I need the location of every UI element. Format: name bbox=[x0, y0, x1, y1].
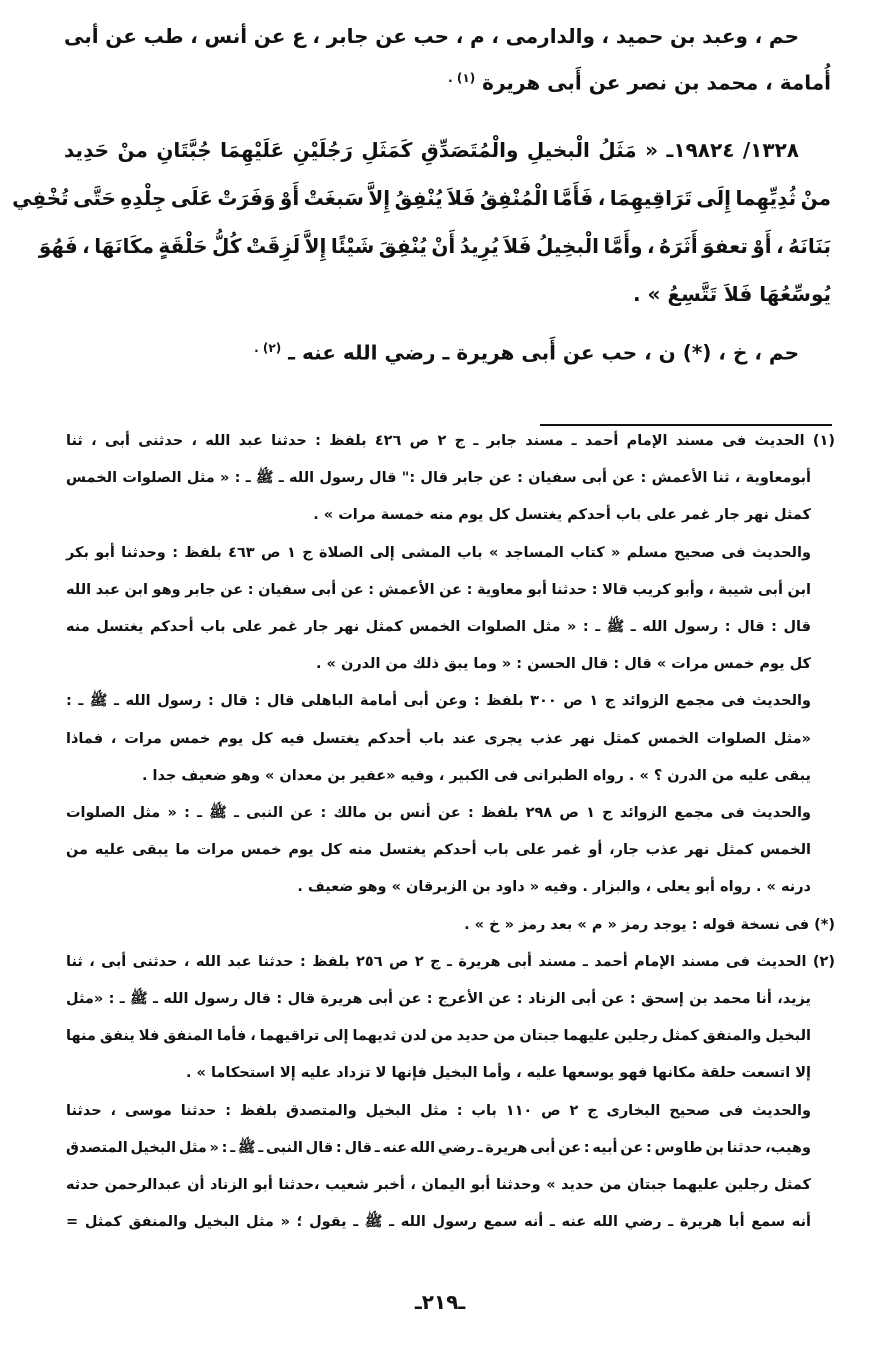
line-text: ١٣٢٨/ ١٩٨٢٤ـ « مَثَلُ الْبخيلِ والْمُتَصَدِّقِ كَمَثَلِ رَجُلَيْنِ عَلَيْهِمَا جُبَّتَانِ منْ حَدِيد bbox=[64, 138, 799, 162]
footnote-line: (*) فى نسخة قوله : يوجد رمز « م » بعد رمز « خ » . bbox=[464, 916, 835, 933]
line-text: يُوسِّعُهَا فَلاَ تَتَّسِعُ » . bbox=[633, 282, 831, 306]
main-text-line bbox=[12, 176, 831, 220]
line-text: بَنَانَهُ ، أَوْ تعفوَ أَثَرَهُ ، وأَمَّا الْبخِيلُ فَلاَ يُرِيدُ أَنْ يُنْفِقَ شَيْئًا إِلاَّ لَزِقَتْ كُلُّ حَلْقَةٍ مكَانَهَا ، فَهُوَ bbox=[38, 234, 831, 258]
footnote-line: وهيب، حدثنا بن طاوس : عن أبيه : عن أبى هريرة ـ رضي الله عنه ـ قال : قال النبى ـ ﷺ ـ : « مثل البخيل المتصدق bbox=[66, 1139, 811, 1156]
footnote-line: كمثل رجلين عليهما جبتان من حديد » وحدثنا أبو اليمان ، أخبر شعيب ،حدثنا أبو الزناد أن عبدالرحمن حدثه bbox=[66, 1177, 811, 1193]
footnote-line: إلا اتسعت حلقة مكانها فهو يوسعها عليه ، وأما البخيل فإنها لا تزداد عليه إلا استحكاما » . bbox=[186, 1065, 811, 1082]
footnote-line: والحديث فى مجمع الزوائد ج ١ ص ٢٩٨ بلفظ : عن أنس بن مالك : عن النبى ـ ﷺ ـ : « مثل الصلوات bbox=[65, 805, 811, 821]
footnote-line: (٢) الحديث فى مسند الإمام أحمد ـ مسند أبى هريرة ـ ج ٢ ص ٢٥٦ بلفظ : حدثنا عبد الله ، حدثنى أبى ، ثنا bbox=[66, 953, 835, 970]
main-text-line bbox=[64, 14, 799, 58]
main-text-line bbox=[254, 326, 799, 370]
line-text: أُمامة ، محمد بن نصر عن أَبى هريرة bbox=[482, 70, 831, 95]
footnote-line: قال : قال : رسول الله ـ ﷺ ـ : « مثل الصلوات الخمس كمثل نهر جار غمر على باب أحدكم يغتسل منه bbox=[66, 619, 811, 635]
footnote-line: الخمس كمثل نهر عذب جار، أو غمر على باب أحدكم يغتسل منه كل يوم خمس مرات ما يبقى عليه من bbox=[66, 842, 811, 859]
line-text: حم ، خ ، (*) ن ، حب عن أَبى هريرة ـ رضي الله عنه ـ bbox=[288, 340, 799, 365]
footnote-line: أبومعاوية ، ثنا الأعمش : عن أبى سفيان : عن جابر قال :" قال رسول الله ـ ﷺ ـ : « مثل الصلوات الخمس bbox=[66, 470, 811, 487]
footnote-line: البخيل والمنفق كمثل رجلين عليهما جبتان من حديد من لدن ثديهما إلى تراقيهما ، فأما المنفق فلا ينفق منها bbox=[66, 1028, 811, 1045]
footnote-reference: (١) . bbox=[448, 71, 476, 85]
main-text-line bbox=[64, 128, 799, 172]
footnote-line: درنه » . رواه أبو يعلى ، والبزار . وفيه « داود بن الزبرقان » وهو ضعيف . bbox=[297, 879, 811, 896]
footnote-line: أنه سمع أبا هريرة ـ رضي الله عنه ـ أنه سمع رسول الله ـ ﷺ ـ يقول ؛ « مثل البخيل والمنفق كمثل = bbox=[66, 1214, 811, 1231]
line-text: حم ، وعبد بن حميد ، والدارمى ، م ، حب عن جابر ، ع عن أنس ، طب عن أبى bbox=[64, 24, 799, 48]
footnote-line: كمثل نهر جار غمر على باب أحدكم يغتسل كل يوم منه خمسة مرات » . bbox=[313, 507, 811, 524]
main-text-line bbox=[448, 56, 831, 100]
footnote-line: «مثل الصلوات الخمس كمثل نهر عذب يجرى عند باب أحدكم يغتسل فيه كل يوم خمس مرات ، فماذا bbox=[66, 730, 811, 747]
main-text-line bbox=[633, 272, 831, 316]
main-text-line bbox=[38, 224, 831, 268]
footnote-line: والحديث فى صحيح مسلم « كتاب المساجد » باب المشى إلى الصلاة ج ١ ص ٤٦٣ بلفظ : وحدثنا أبو بكر bbox=[66, 544, 811, 561]
footnote-reference: (٢) . bbox=[254, 341, 282, 355]
line-text: منْ ثُدِيِّهِما إِلَى تَرَاقِيهِمَا ، فَأَمَّا الْمُنْفِقُ فَلاَ يُنْفِقُ إِلاَّ سَبغَتْ أَوْ وَفَرَتْ عَلَى جِلْدِهِ حَتَّى تُخْفِي bbox=[12, 186, 831, 210]
footnote-line: والحديث فى صحيح البخارى ج ٢ ص ١١٠ باب : مثل البخيل والمتصدق بلفظ : حدثنا موسى ، حدثنا bbox=[66, 1102, 811, 1119]
footnote-line: ابن أبى شيبة ، وأبو كريب قالا : حدثنا أبو معاوية : عن الأعمش : عن أبى سفيان : عن جابر وهو ابن عبد الله bbox=[66, 581, 811, 598]
footnote-line: كل يوم خمس مرات » قال : قال الحسن : « وما يبق ذلك من الدرن » . bbox=[316, 656, 811, 673]
footnote-line: والحديث فى مجمع الزوائد ج ١ ص ٣٠٠ بلفظ : وعن أبى أمامة الباهلى قال : قال : رسول الله ـ ﷺ ـ : bbox=[66, 693, 811, 710]
page-number: ـ٢١٩ـ bbox=[414, 1290, 466, 1314]
footnote-line: (١) الحديث فى مسند الإمام أحمد ـ مسند جابر ـ ج ٢ ص ٤٢٦ بلفظ : حدثنا عبد الله ، حدثنى أبى ، ثنا bbox=[66, 433, 835, 449]
footnote-line: يزيد، أنا محمد بن إسحق : عن أبى الزناد : عن الأعرج : عن أبى هريرة قال : قال رسول الله ـ ﷺ ـ : «مثل bbox=[66, 991, 811, 1007]
footnote-line: يبقى عليه من الدرن ؟ » . رواه الطبرانى فى الكبير ، وفيه «عفير بن معدان » وهو ضعيف جدا . bbox=[142, 767, 811, 784]
